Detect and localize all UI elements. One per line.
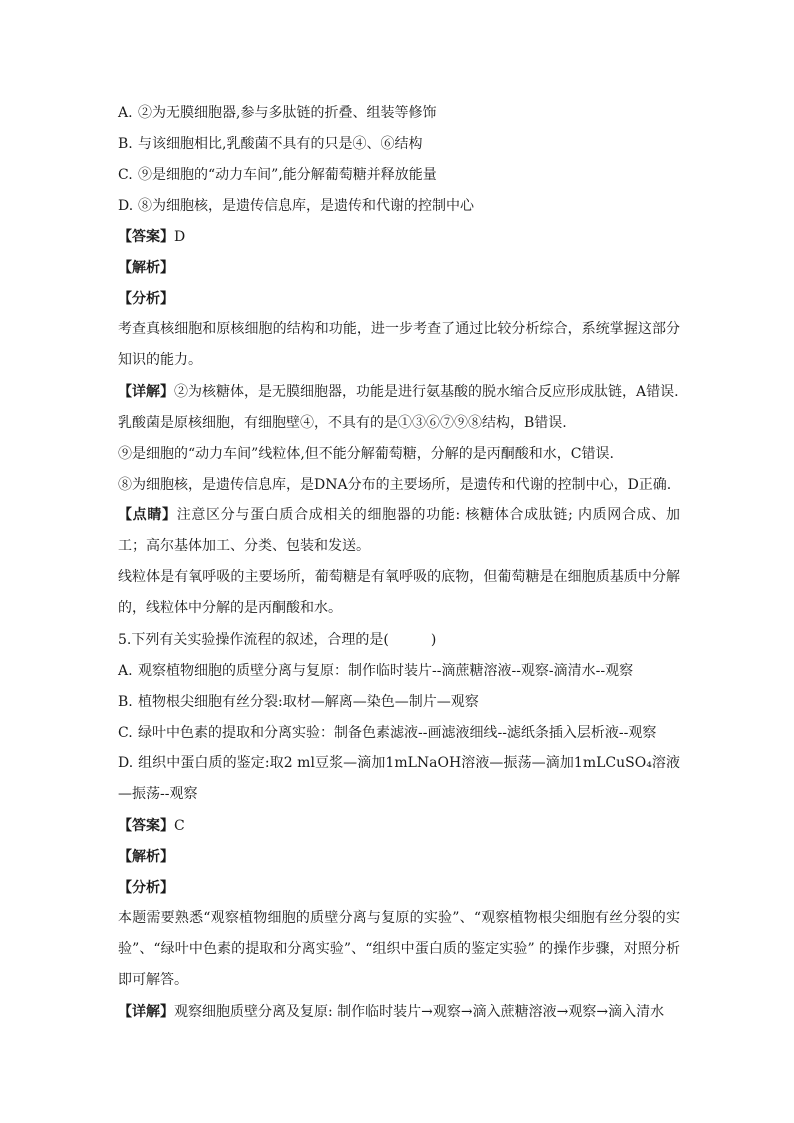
question-text: 5.下列有关实验操作流程的叙述，合理的是( ) [118, 631, 437, 648]
answer-label: 【答案】 [118, 817, 174, 834]
xiangjie-text: ⑧为细胞核，是遗传信息库，是DNA分布的主要场所，是遗传和代谢的控制中心，D正确. [118, 476, 672, 493]
q5-answer-line [118, 810, 680, 841]
option-b [118, 128, 680, 159]
question-5 [118, 624, 680, 655]
option-text: 与该细胞相比,乳酸菌不具有的只是④、⑥结构 [138, 135, 423, 152]
xiangjie-label: 【详解】 [118, 1003, 174, 1020]
answer-value: C [174, 817, 185, 834]
document-page [118, 97, 680, 1027]
dianjing-text: 注意区分与蛋白质合成相关的细胞器的功能: 核糖体合成肽链; 内质网合成、加工；高尔基体加工、分类、包装和发送。 [118, 507, 680, 554]
q5-jiexi-line [118, 841, 680, 872]
jiexi-label: 【解析】 [118, 848, 174, 865]
option-text: 植物根尖细胞有丝分裂:取材—解离—染色—制片—观察 [138, 693, 479, 710]
xiangjie-line-3 [118, 438, 680, 469]
q5-option-a [118, 655, 680, 686]
xiangjie-text: ⑨是细胞的“动力车间”线粒体,但不能分解葡萄糖，分解的是丙酮酸和水，C错误. [118, 445, 614, 462]
answer-line [118, 221, 680, 252]
q5-option-b [118, 686, 680, 717]
option-d [118, 190, 680, 221]
jiexi-label: 【解析】 [118, 259, 174, 276]
option-text: ⑨是细胞的“动力车间”,能分解葡萄糖并释放能量 [138, 166, 437, 183]
option-text: 绿叶中色素的提取和分离实验：制备色素滤液--画滤液细线--滤纸条插入层析液--观察 [138, 724, 657, 741]
jiexi-line [118, 252, 680, 283]
fenxi-line [118, 283, 680, 314]
fenxi-text: 考查真核细胞和原核细胞的结构和功能，进一步考查了通过比较分析综合，系统掌握这部分知识的能力。 [118, 321, 680, 368]
option-letter: C. [118, 724, 133, 741]
dianjing-text-2: 线粒体是有氧呼吸的主要场所，葡萄糖是有氧呼吸的底物，但葡萄糖是在细胞质基质中分解的，线粒体中分解的是丙酮酸和水。 [118, 569, 680, 616]
q5-xiangjie-line [118, 996, 680, 1027]
option-letter: A. [118, 662, 133, 679]
option-letter: D. [118, 755, 134, 771]
option-text: 观察植物细胞的质壁分离与复原：制作临时装片--滴蔗糖溶液--观察-滴清水--观察 [138, 662, 634, 679]
fenxi-label: 【分析】 [118, 879, 174, 896]
option-letter: B. [118, 135, 133, 152]
xiangjie-label: 【详解】 [118, 383, 174, 400]
xiangjie-text: 乳酸菌是原核细胞，有细胞壁④，不具有的是①③⑥⑦⑨⑧结构，B错误. [118, 414, 567, 431]
option-letter: B. [118, 693, 133, 710]
option-letter: C. [118, 166, 133, 183]
option-a [118, 97, 680, 128]
answer-value: D [174, 228, 186, 245]
dianjing-label: 【点睛】 [118, 507, 177, 523]
option-letter: D. [118, 197, 134, 214]
dianjing-para [118, 500, 680, 562]
xiangjie-line-2 [118, 407, 680, 438]
q5-fenxi-text: 本题需要熟悉“观察植物细胞的质壁分离与复原的实验”、“观察植物根尖细胞有丝分裂的实验”、“绿叶中色素的提取和分离实验”、“组织中蛋白质的鉴定实验” 的操作步骤，对照分析即可解答。 [118, 910, 680, 988]
option-text: ⑧为细胞核，是遗传信息库，是遗传和代谢的控制中心 [138, 197, 474, 214]
option-c [118, 159, 680, 190]
xiangjie-text: 观察细胞质壁分离及复原: 制作临时装片→观察→滴入蔗糖溶液→观察→滴入清水 [174, 1003, 665, 1020]
option-text: 组织中蛋白质的鉴定:取2 ml豆浆—滴加1mLNaOH溶液—振荡—滴加1mLCuSO₄溶液—振荡--观察 [118, 755, 680, 802]
q5-fenxi-line [118, 872, 680, 903]
option-letter: A. [118, 104, 133, 121]
fenxi-label: 【分析】 [118, 290, 174, 307]
answer-label: 【答案】 [118, 228, 174, 245]
xiangjie-text: ②为核糖体，是无膜细胞器，功能是进行氨基酸的脱水缩合反应形成肽链，A错误. [174, 383, 679, 400]
q5-option-d [118, 748, 680, 810]
option-text: ②为无膜细胞器,参与多肽链的折叠、组装等修饰 [138, 104, 437, 121]
xiangjie-line-4 [118, 469, 680, 500]
q5-option-c [118, 717, 680, 748]
xiangjie-line-1 [118, 376, 680, 407]
